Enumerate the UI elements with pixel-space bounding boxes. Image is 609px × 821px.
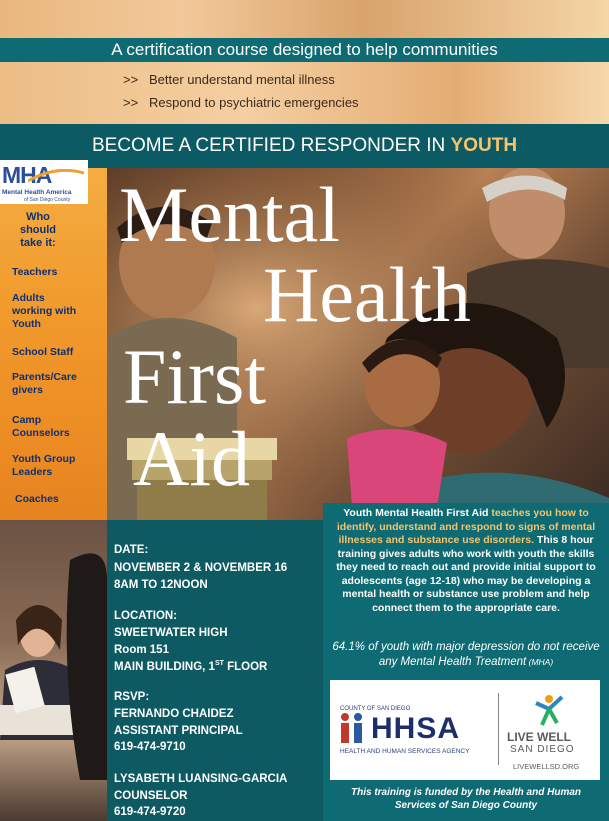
livewell-wordmark: LIVE WELL — [507, 730, 571, 744]
contact1-title: ASSISTANT PRINCIPAL — [114, 725, 243, 737]
mha-letters: MHA — [2, 162, 52, 188]
location-name: SWEETWATER HIGH — [114, 627, 228, 639]
become-prefix: BECOME A CERTIFIED RESPONDER IN — [91, 135, 451, 156]
mha-swoosh-icon — [28, 169, 84, 183]
depression-statistic — [331, 640, 601, 670]
title-word-health: Health — [263, 251, 471, 338]
classroom-photo — [0, 520, 107, 821]
livewell-city: SAN DIEGO — [510, 744, 575, 755]
program-body: This 8 hour training gives adults who work with youth the skills they need to reach out and provide initial support to adolescents (age 12-18) who may be developing a mental health or substance use problem and help connect them to the appropriate care. — [336, 534, 596, 614]
building-prefix: MAIN BUILDING, 1 — [114, 660, 215, 673]
time-value: 8AM TO 12NOON — [114, 579, 208, 591]
classroom-photo-illustration — [0, 520, 107, 821]
building-floor — [114, 660, 267, 673]
title-word-mental: Mental — [119, 171, 340, 258]
headline: A certification course designed to help communities — [111, 40, 498, 59]
contact2-name: LYSABETH LUANSING-GARCIA — [114, 773, 288, 785]
mha-logo — [0, 160, 88, 204]
program-description — [331, 507, 601, 615]
mha-name: Mental Health America — [2, 189, 72, 196]
location-label: LOCATION: — [114, 610, 178, 622]
arrow-icon: >> — [123, 72, 139, 87]
hhsa-people-icon — [338, 712, 368, 746]
building-suffix: FLOOR — [223, 660, 268, 673]
audience-item: Teachers — [12, 266, 58, 278]
bullet-text: Respond to psychiatric emergencies — [149, 95, 359, 110]
date-label: DATE: — [114, 544, 149, 556]
stat-text: 64.1% of youth with major depression do not receive any Mental Health Treatment — [332, 641, 600, 668]
funding-note: This training is funded by the Health and Human Services of San Diego County — [350, 787, 581, 811]
contact1-name: FERNANDO CHAIDEZ — [114, 708, 234, 720]
livewell-url: LIVEWELLSD.ORG — [513, 762, 580, 771]
program-name: Youth Mental Health First Aid — [343, 507, 489, 519]
audience-item: School Staff — [12, 346, 74, 358]
stat-source: (MHA) — [526, 657, 554, 667]
become-highlight: YOUTH — [450, 135, 518, 156]
date-value: NOVEMBER 2 & NOVEMBER 16 — [114, 562, 288, 574]
arrow-icon: >> — [123, 95, 139, 110]
rsvp-label: RSVP: — [114, 691, 150, 703]
live-well-figure-icon — [532, 693, 566, 727]
audience-item: Parents/Care givers — [12, 371, 77, 396]
mha-region: of San Diego County — [24, 197, 71, 203]
hero-photo — [107, 168, 609, 520]
audience-item: Youth Group Leaders — [12, 453, 76, 478]
contact2-title: COUNSELOR — [114, 790, 188, 802]
top-photo-band — [0, 0, 609, 38]
audience-item: Coaches — [15, 493, 59, 505]
become-banner — [0, 124, 609, 168]
program-highlight: teaches you how to identify, understand and respond to signs of mental illnesses and substance use disorders. — [336, 507, 596, 546]
bullet-text: Better understand mental illness — [149, 72, 335, 87]
logo-divider — [498, 693, 499, 765]
contact1-phone: 619-474-9710 — [114, 741, 186, 753]
hhsa-wordmark: HHSA — [371, 712, 461, 745]
hhsa-subtitle: HEALTH AND HUMAN SERVICES AGENCY — [340, 748, 470, 755]
who-heading: Who should take it: — [19, 211, 57, 249]
room-number: Room 151 — [114, 644, 169, 656]
audience-item: Adults working with Youth — [12, 292, 77, 330]
hhsa-county: COUNTY OF SAN DIEGO — [340, 706, 411, 712]
audience-item: Camp Counselors — [12, 414, 70, 439]
benefit-bullet — [123, 72, 335, 87]
benefit-bullet — [123, 95, 359, 110]
title-word-aid: Aid — [133, 415, 250, 502]
title-word-first: First — [123, 333, 267, 420]
building-sup: ST — [214, 660, 224, 667]
contact2-phone: 619-474-9720 — [114, 806, 186, 818]
